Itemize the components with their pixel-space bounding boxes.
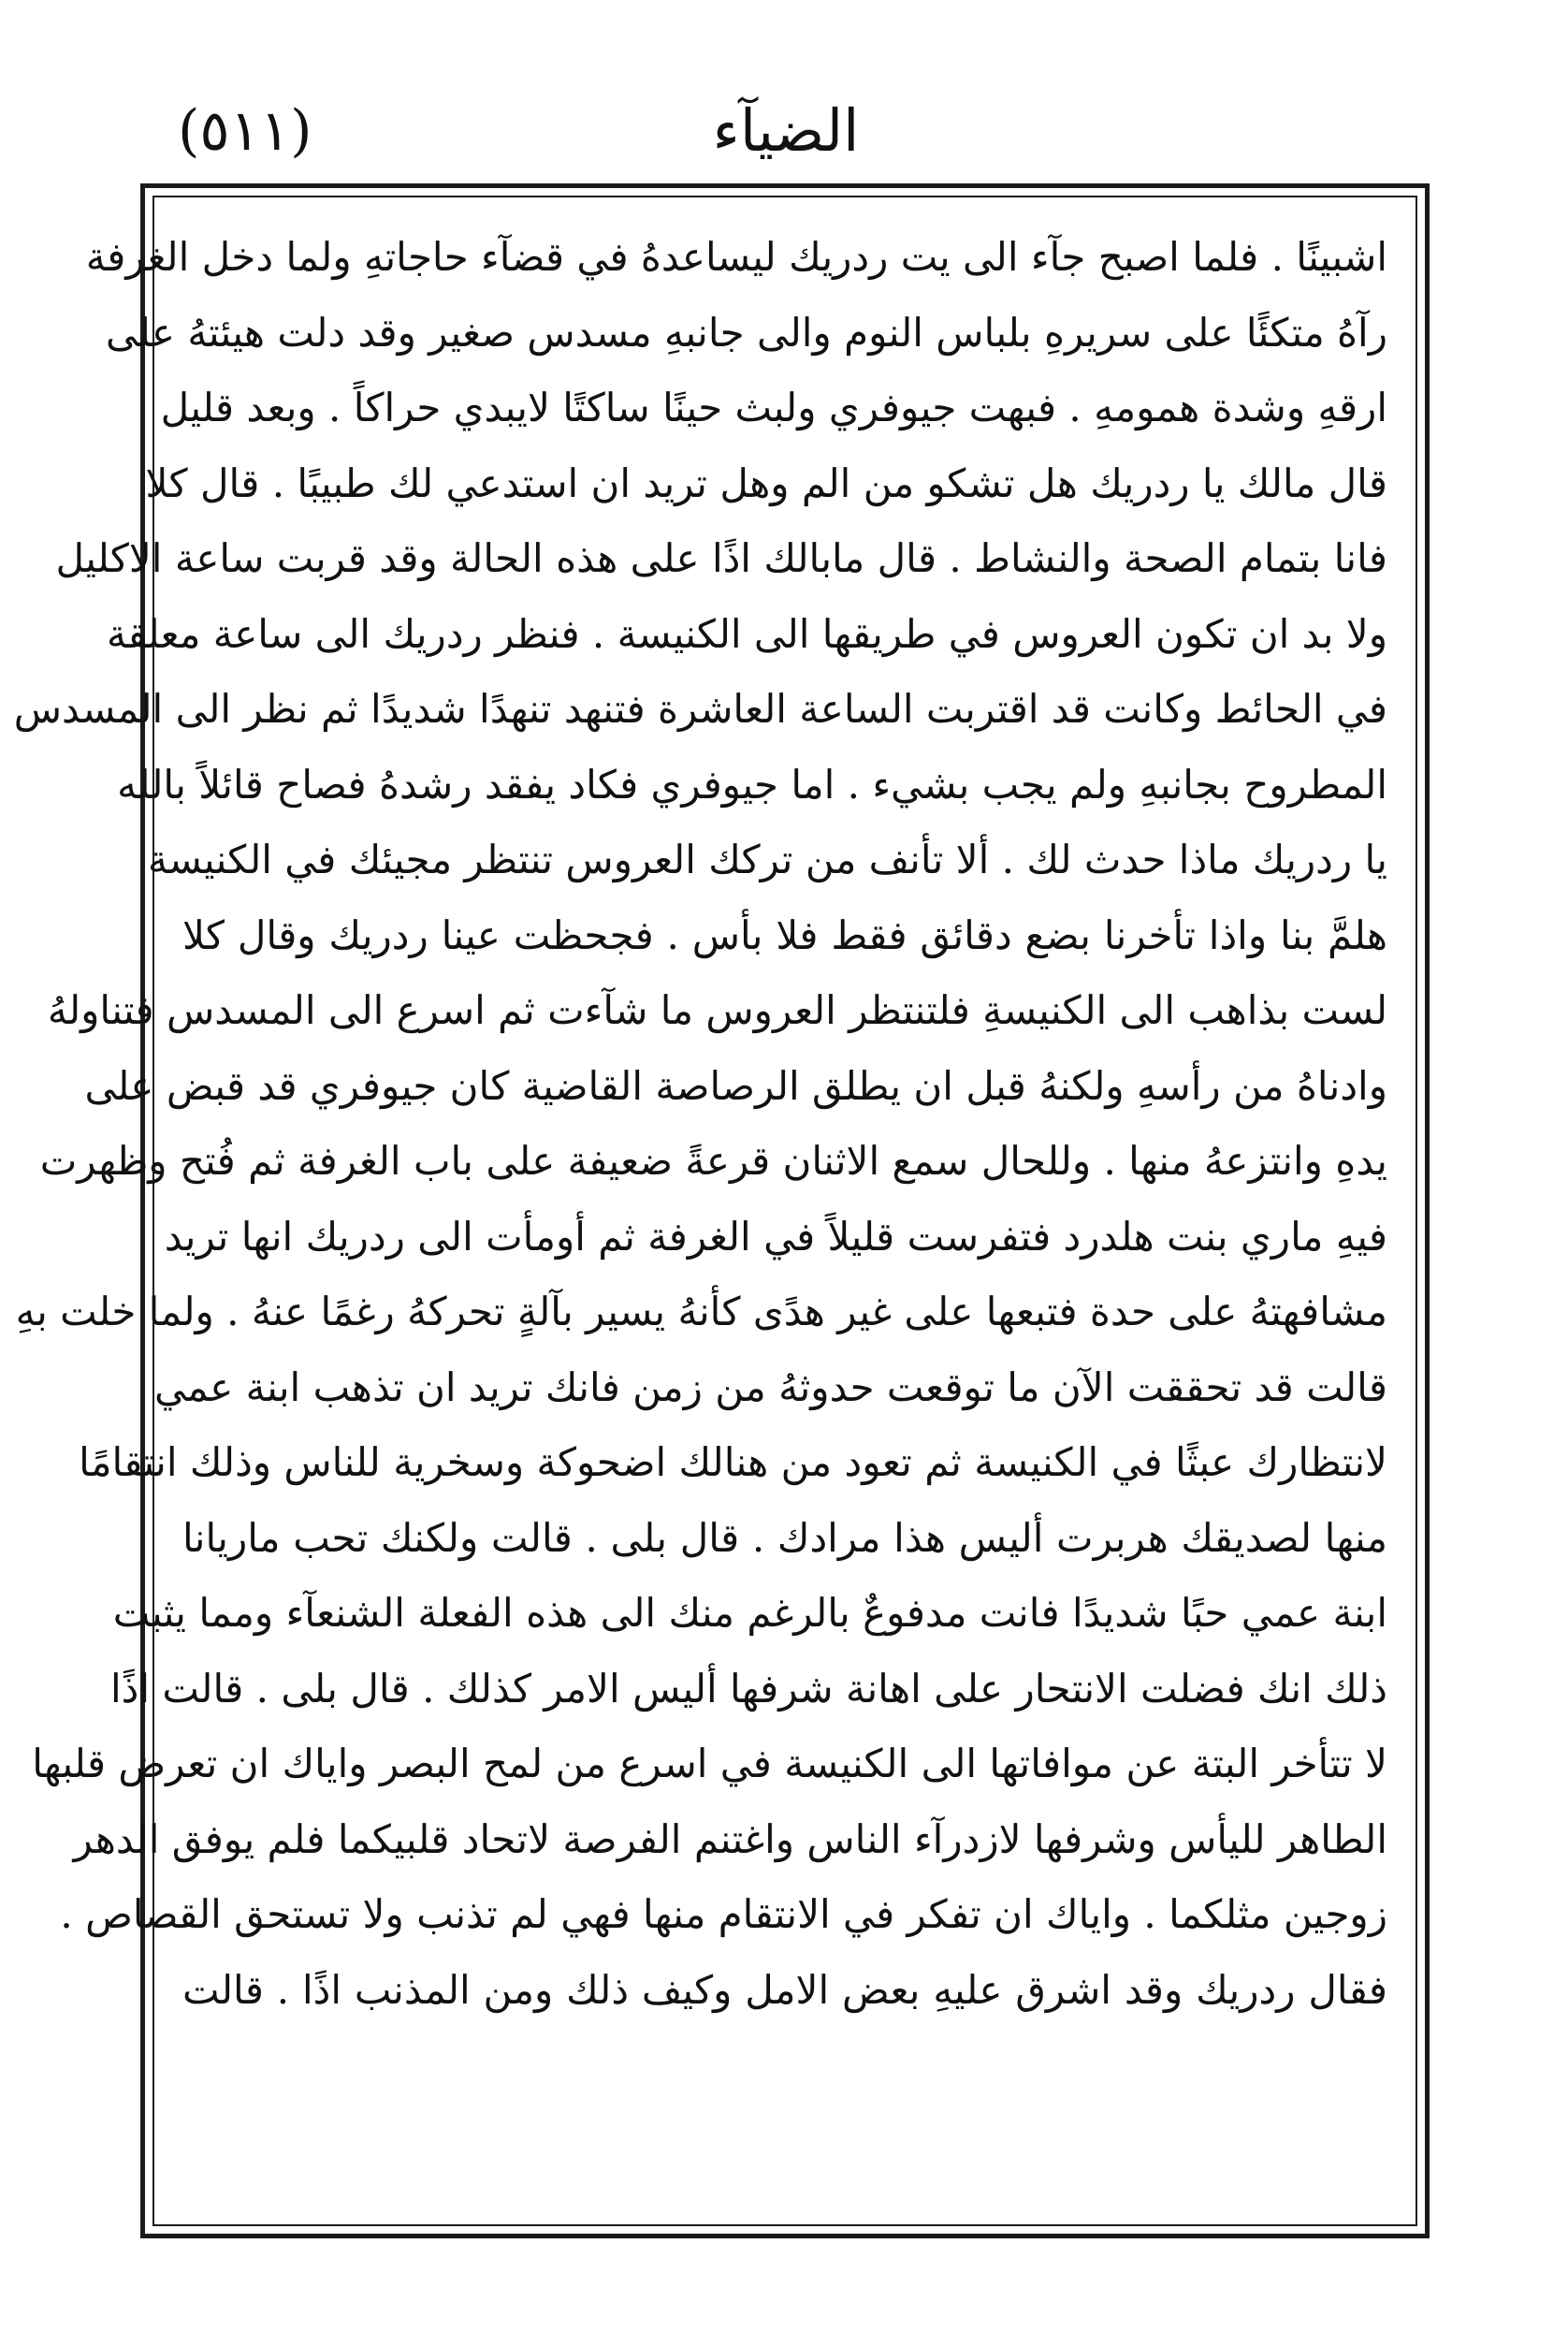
body-line: ابنة عمي حبًا شديدًا فانت مدفوعٌ بالرغم منك الى هذه الفعلة الشنعآء ومما يثبت [112,1590,1387,1636]
body-line: منها لصديقك هربرت أليس هذا مرادك . قال بلى . قالت ولكنك تحب ماريانا [182,1514,1387,1561]
body-line: ولا بد ان تكون العروس في طريقها الى الكنيسة . فنظر ردريك الى ساعة معلقة [106,610,1387,657]
body-line: رآهُ متكئًا على سريرهِ بلباس النوم والى جانبهِ مسدس صغير وقد دلت هيئتهُ على [106,309,1387,356]
body-line: يا ردريك ماذا حدث لك . ألا تأنف من تركك العروس تنتظر مجيئك في الكنيسة [147,837,1387,882]
text-frame [13,183,1430,2238]
body-line: فيهِ ماري بنت هلدرد فتفرست قليلاً في الغرفة ثم أومأت الى ردريك انها تريد [164,1213,1387,1260]
body-line: ذلك انك فضلت الانتحار على اهانة شرفها أليس الامر كذلك . قال بلى . قالت اذًا [110,1665,1387,1712]
body-line: زوجين مثلكما . واياك ان تفكر في الانتقام منها فهي لم تذنب ولا تستحق القصاص . [60,1891,1387,1937]
body-line: قال مالك يا ردريك هل تشكو من الم وهل تريد ان استدعي لك طبيبًا . قال كلا [145,459,1387,506]
body-line: لا تتأخر البتة عن موافاتها الى الكنيسة في اسرع من لمح البصر واياك ان تعرض قلبها [32,1741,1387,1786]
body-line: فانا بتمام الصحة والنشاط . قال مابالك اذًا على هذه الحالة وقد قربت ساعة الاكليل [55,535,1387,581]
journal-title: الضيآء [712,96,860,165]
body-line: يدهِ وانتزعهُ منها . وللحال سمع الاثنان قرعةً ضعيفة على باب الغرفة ثم فُتح وظهرت [39,1138,1387,1184]
body-line: الطاهر لليأس وشرفها لازدرآء الناس واغتنم الفرصة لاتحاد قلبيكما فلم يوفق الدهر [73,1815,1387,1862]
body-line: قالت قد تحققت الآن ما توقعت حدوثهُ من زمن فانك تريد ان تذهب ابنة عمي [153,1363,1387,1410]
body-line: هلمَّ بنا واذا تأخرنا بضع دقائق فقط فلا بأس . فجحظت عينا ردريك وقال كلا [182,911,1387,958]
body-line: في الحائط وكانت قد اقتربت الساعة العاشرة فتنهد تنهدًا شديدًا ثم نظر الى المسدس [13,686,1387,732]
page-number: (٥١١) [178,98,312,164]
body-line: فقال ردريك وقد اشرق عليهِ بعض الامل وكيف ذلك ومن المذنب اذًا . قالت [182,1966,1387,2013]
body-line: وادناهُ من رأسهِ ولكنهُ قبل ان يطلق الرصاصة القاضية كان جيوفري قد قبض على [84,1062,1387,1109]
body-line: المطروح بجانبهِ ولم يجب بشيء . اما جيوفري فكاد يفقد رشدهُ فصاح قائلاً بالله [117,761,1387,808]
body-line: لست بذاهب الى الكنيسةِ فلتنتظر العروس ما شآءت ثم اسرع الى المسدس فتناولهُ [47,987,1387,1033]
body-line: اشبينًا . فلما اصبح جآء الى يت ردريك ليساعدهُ في قضآء حاجاتهِ ولما دخل الغرفة [85,234,1387,280]
body-line: لانتظارك عبثًا في الكنيسة ثم تعود من هنالك اضحوكة وسخرية للناس وذلك انتقامًا [79,1439,1387,1485]
body-line: ارقهِ وشدة همومهِ . فبهت جيوفري ولبث حينًا ساكتًا لايبدي حراكاً . وبعد قليل [160,385,1387,430]
article-body [13,220,1387,2206]
page-header [140,89,1431,173]
body-line: مشافهتهُ على حدة فتبعها على غير هدًى كأنهُ يسير بآلةٍ تحركهُ رغمًا عنهُ . ولما خلت بهِ [15,1289,1387,1334]
